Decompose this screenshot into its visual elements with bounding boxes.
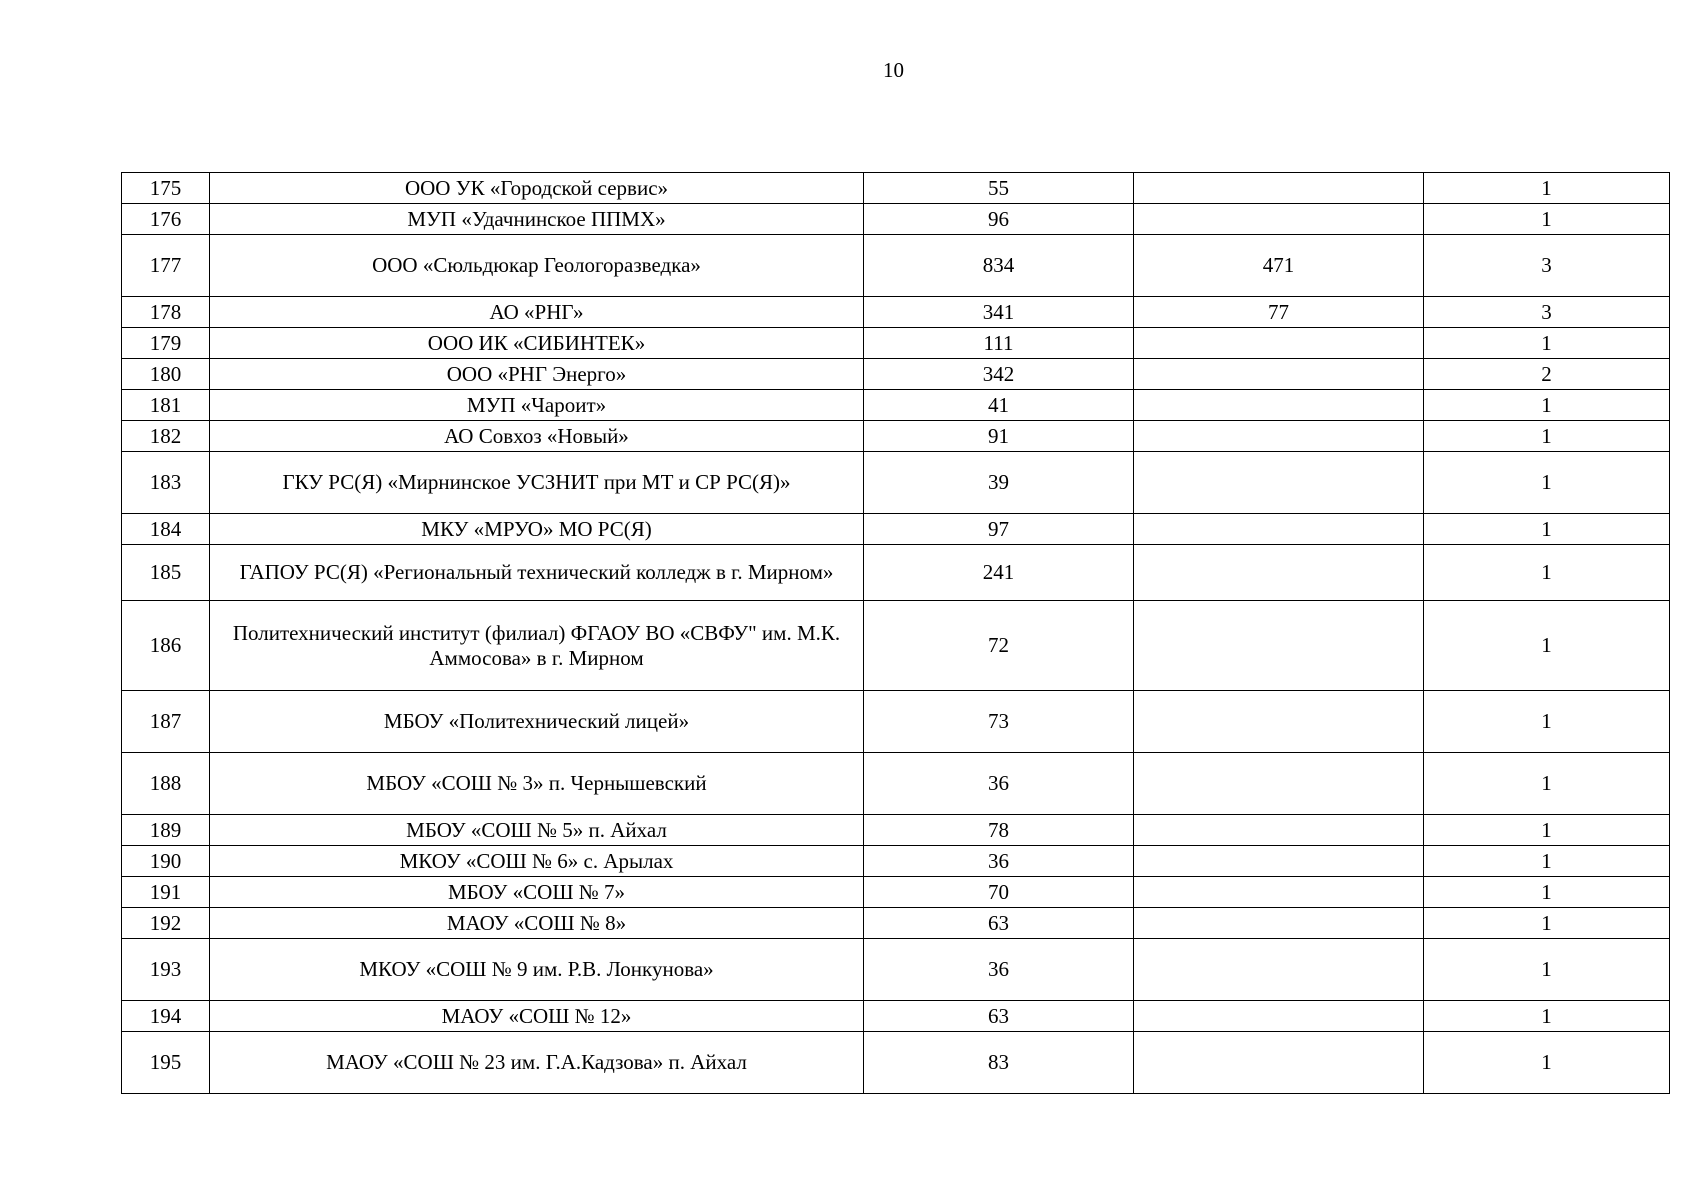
cell-organization: Политехнический институт (филиал) ФГАОУ ВО «СВФУ" им. М.К. Аммосова» в г. Мирном <box>210 601 864 691</box>
table-row <box>122 601 1670 691</box>
table-row <box>122 815 1670 846</box>
table-row <box>122 235 1670 297</box>
cell-number: 183 <box>122 452 210 514</box>
cell-value-3: 2 <box>1424 359 1670 390</box>
cell-value-1: 111 <box>864 328 1134 359</box>
cell-value-2 <box>1134 815 1424 846</box>
cell-organization: МБОУ «Политехнический лицей» <box>210 691 864 753</box>
table-row <box>122 939 1670 1001</box>
cell-value-3: 1 <box>1424 1032 1670 1094</box>
cell-value-1: 39 <box>864 452 1134 514</box>
cell-value-1: 41 <box>864 390 1134 421</box>
cell-organization: МБОУ «СОШ № 3» п. Чернышевский <box>210 753 864 815</box>
organizations-table <box>121 172 1670 1094</box>
cell-organization: МАОУ «СОШ № 23 им. Г.А.Кадзова» п. Айхал <box>210 1032 864 1094</box>
cell-number: 195 <box>122 1032 210 1094</box>
table-row <box>122 1032 1670 1094</box>
cell-number: 190 <box>122 846 210 877</box>
cell-organization: МБОУ «СОШ № 5» п. Айхал <box>210 815 864 846</box>
cell-value-2 <box>1134 908 1424 939</box>
cell-number: 189 <box>122 815 210 846</box>
cell-value-3: 1 <box>1424 452 1670 514</box>
cell-value-3: 1 <box>1424 939 1670 1001</box>
table-row <box>122 691 1670 753</box>
cell-number: 179 <box>122 328 210 359</box>
cell-value-1: 83 <box>864 1032 1134 1094</box>
cell-organization: ГКУ РС(Я) «Мирнинское УСЗНИТ при МТ и СР РС(Я)» <box>210 452 864 514</box>
cell-number: 185 <box>122 545 210 601</box>
cell-value-2 <box>1134 359 1424 390</box>
cell-number: 178 <box>122 297 210 328</box>
table-row <box>122 421 1670 452</box>
cell-value-1: 72 <box>864 601 1134 691</box>
cell-number: 192 <box>122 908 210 939</box>
cell-value-1: 91 <box>864 421 1134 452</box>
cell-value-3: 1 <box>1424 421 1670 452</box>
cell-value-2 <box>1134 514 1424 545</box>
cell-number: 184 <box>122 514 210 545</box>
table-body <box>122 173 1670 1094</box>
cell-value-1: 63 <box>864 1001 1134 1032</box>
table-row <box>122 877 1670 908</box>
cell-number: 191 <box>122 877 210 908</box>
cell-number: 180 <box>122 359 210 390</box>
cell-organization: ООО УК «Городской сервис» <box>210 173 864 204</box>
cell-value-1: 78 <box>864 815 1134 846</box>
cell-value-1: 342 <box>864 359 1134 390</box>
cell-value-1: 36 <box>864 939 1134 1001</box>
cell-value-2 <box>1134 390 1424 421</box>
cell-value-1: 70 <box>864 877 1134 908</box>
cell-value-3: 1 <box>1424 846 1670 877</box>
cell-number: 182 <box>122 421 210 452</box>
cell-number: 194 <box>122 1001 210 1032</box>
cell-value-2 <box>1134 545 1424 601</box>
cell-organization: ООО «РНГ Энерго» <box>210 359 864 390</box>
cell-organization: МАОУ «СОШ № 8» <box>210 908 864 939</box>
cell-value-2 <box>1134 877 1424 908</box>
cell-organization: МКОУ «СОШ № 9 им. Р.В. Лонкунова» <box>210 939 864 1001</box>
cell-organization: ООО «Сюльдюкар Геологоразведка» <box>210 235 864 297</box>
cell-value-3: 1 <box>1424 328 1670 359</box>
cell-value-1: 73 <box>864 691 1134 753</box>
cell-number: 186 <box>122 601 210 691</box>
cell-value-2 <box>1134 753 1424 815</box>
cell-value-3: 3 <box>1424 297 1670 328</box>
cell-number: 181 <box>122 390 210 421</box>
cell-value-3: 1 <box>1424 390 1670 421</box>
table-row <box>122 173 1670 204</box>
cell-value-1: 63 <box>864 908 1134 939</box>
table-row <box>122 753 1670 815</box>
cell-value-1: 55 <box>864 173 1134 204</box>
cell-value-2 <box>1134 1032 1424 1094</box>
cell-organization: АО Совхоз «Новый» <box>210 421 864 452</box>
cell-value-1: 36 <box>864 753 1134 815</box>
cell-value-3: 1 <box>1424 908 1670 939</box>
cell-number: 177 <box>122 235 210 297</box>
cell-value-2: 471 <box>1134 235 1424 297</box>
cell-organization: АО «РНГ» <box>210 297 864 328</box>
table-row <box>122 297 1670 328</box>
cell-value-2 <box>1134 452 1424 514</box>
table-row <box>122 545 1670 601</box>
table-row <box>122 514 1670 545</box>
cell-value-3: 1 <box>1424 753 1670 815</box>
cell-number: 176 <box>122 204 210 235</box>
table-row <box>122 908 1670 939</box>
cell-value-2 <box>1134 846 1424 877</box>
cell-value-3: 1 <box>1424 514 1670 545</box>
cell-organization: ООО ИК «СИБИНТЕК» <box>210 328 864 359</box>
cell-organization: МУП «Удачнинское ППМХ» <box>210 204 864 235</box>
cell-value-2 <box>1134 173 1424 204</box>
cell-number: 193 <box>122 939 210 1001</box>
table-row <box>122 846 1670 877</box>
table-row <box>122 452 1670 514</box>
cell-value-1: 36 <box>864 846 1134 877</box>
cell-organization: МБОУ «СОШ № 7» <box>210 877 864 908</box>
cell-organization: ГАПОУ РС(Я) «Региональный технический колледж в г. Мирном» <box>210 545 864 601</box>
cell-organization: МУП «Чароит» <box>210 390 864 421</box>
cell-value-2 <box>1134 691 1424 753</box>
table-row <box>122 1001 1670 1032</box>
table-row <box>122 328 1670 359</box>
cell-number: 175 <box>122 173 210 204</box>
cell-organization: МАОУ «СОШ № 12» <box>210 1001 864 1032</box>
cell-value-1: 834 <box>864 235 1134 297</box>
page-number: 10 <box>883 58 904 82</box>
cell-value-1: 96 <box>864 204 1134 235</box>
cell-value-3: 1 <box>1424 1001 1670 1032</box>
cell-organization: МКОУ «СОШ № 6» с. Арылах <box>210 846 864 877</box>
cell-value-2 <box>1134 421 1424 452</box>
cell-value-2 <box>1134 601 1424 691</box>
cell-organization: МКУ «МРУО» МО РС(Я) <box>210 514 864 545</box>
cell-value-2 <box>1134 1001 1424 1032</box>
cell-value-1: 97 <box>864 514 1134 545</box>
cell-value-3: 1 <box>1424 691 1670 753</box>
cell-value-2 <box>1134 939 1424 1001</box>
cell-value-3: 1 <box>1424 877 1670 908</box>
cell-number: 188 <box>122 753 210 815</box>
cell-value-3: 1 <box>1424 173 1670 204</box>
cell-value-1: 241 <box>864 545 1134 601</box>
cell-number: 187 <box>122 691 210 753</box>
cell-value-2 <box>1134 328 1424 359</box>
table-row <box>122 204 1670 235</box>
cell-value-2 <box>1134 204 1424 235</box>
table-row <box>122 390 1670 421</box>
cell-value-2: 77 <box>1134 297 1424 328</box>
cell-value-3: 1 <box>1424 601 1670 691</box>
table-row <box>122 359 1670 390</box>
cell-value-3: 1 <box>1424 545 1670 601</box>
cell-value-3: 3 <box>1424 235 1670 297</box>
cell-value-3: 1 <box>1424 815 1670 846</box>
cell-value-3: 1 <box>1424 204 1670 235</box>
cell-value-1: 341 <box>864 297 1134 328</box>
